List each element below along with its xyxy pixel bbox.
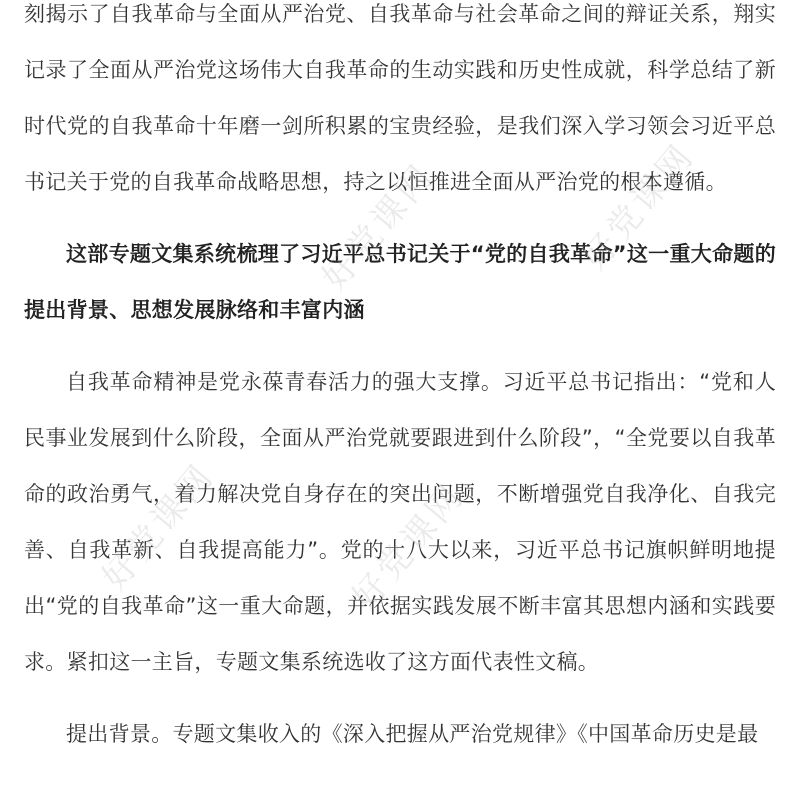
paragraph-background: 提出背景。专题文集收入的《深入把握从严治党规律》《中国革命历史是最 <box>66 722 759 746</box>
watermark: 好党课网 <box>344 475 473 618</box>
paragraph-self-revolution-spirit: 自我革命精神是党永葆青春活力的强大支撑。习近平总书记指出：“党和人民事业发展到什么阶段，全面从严治党就要跟进到什么阶段”，“全党要以自我革命的政治勇气，着力解决党自身存在的突出问题，不断增强党自我净化、自我完善、自我革新、自我提高能力”。党的十八大以来，习近平总书记旗帜鲜明地提出“党的自我革命”这一重大命题，并依据实践发展不断丰富其思想内涵和实践要求。紧扣这一主旨，专题文集系统选收了这方面代表性文稿。 <box>24 370 776 674</box>
paragraph-intro-continuation: 刻揭示了自我革命与全面从严治党、自我革命与社会革命之间的辩证关系，翔实记录了全面从严治党这场伟大自我革命的生动实践和历史性成就，科学总结了新时代党的自我革命十年磨一剑所积累的宝贵经验，是我们深入学习领会习近平总书记关于党的自我革命战略思想，持之以恒推进全面从严治党的根本遵循。 <box>24 2 776 194</box>
document-body <box>24 0 776 762</box>
watermark: 好党课网 <box>314 155 443 298</box>
section-heading: 这部专题文集系统梳理了习近平总书记关于“党的自我革命”这一重大命题的提出背景、思想发展脉络和丰富内涵 <box>24 242 776 322</box>
watermark: 好党课网 <box>574 135 703 278</box>
watermark: 好党课网 <box>94 455 223 598</box>
